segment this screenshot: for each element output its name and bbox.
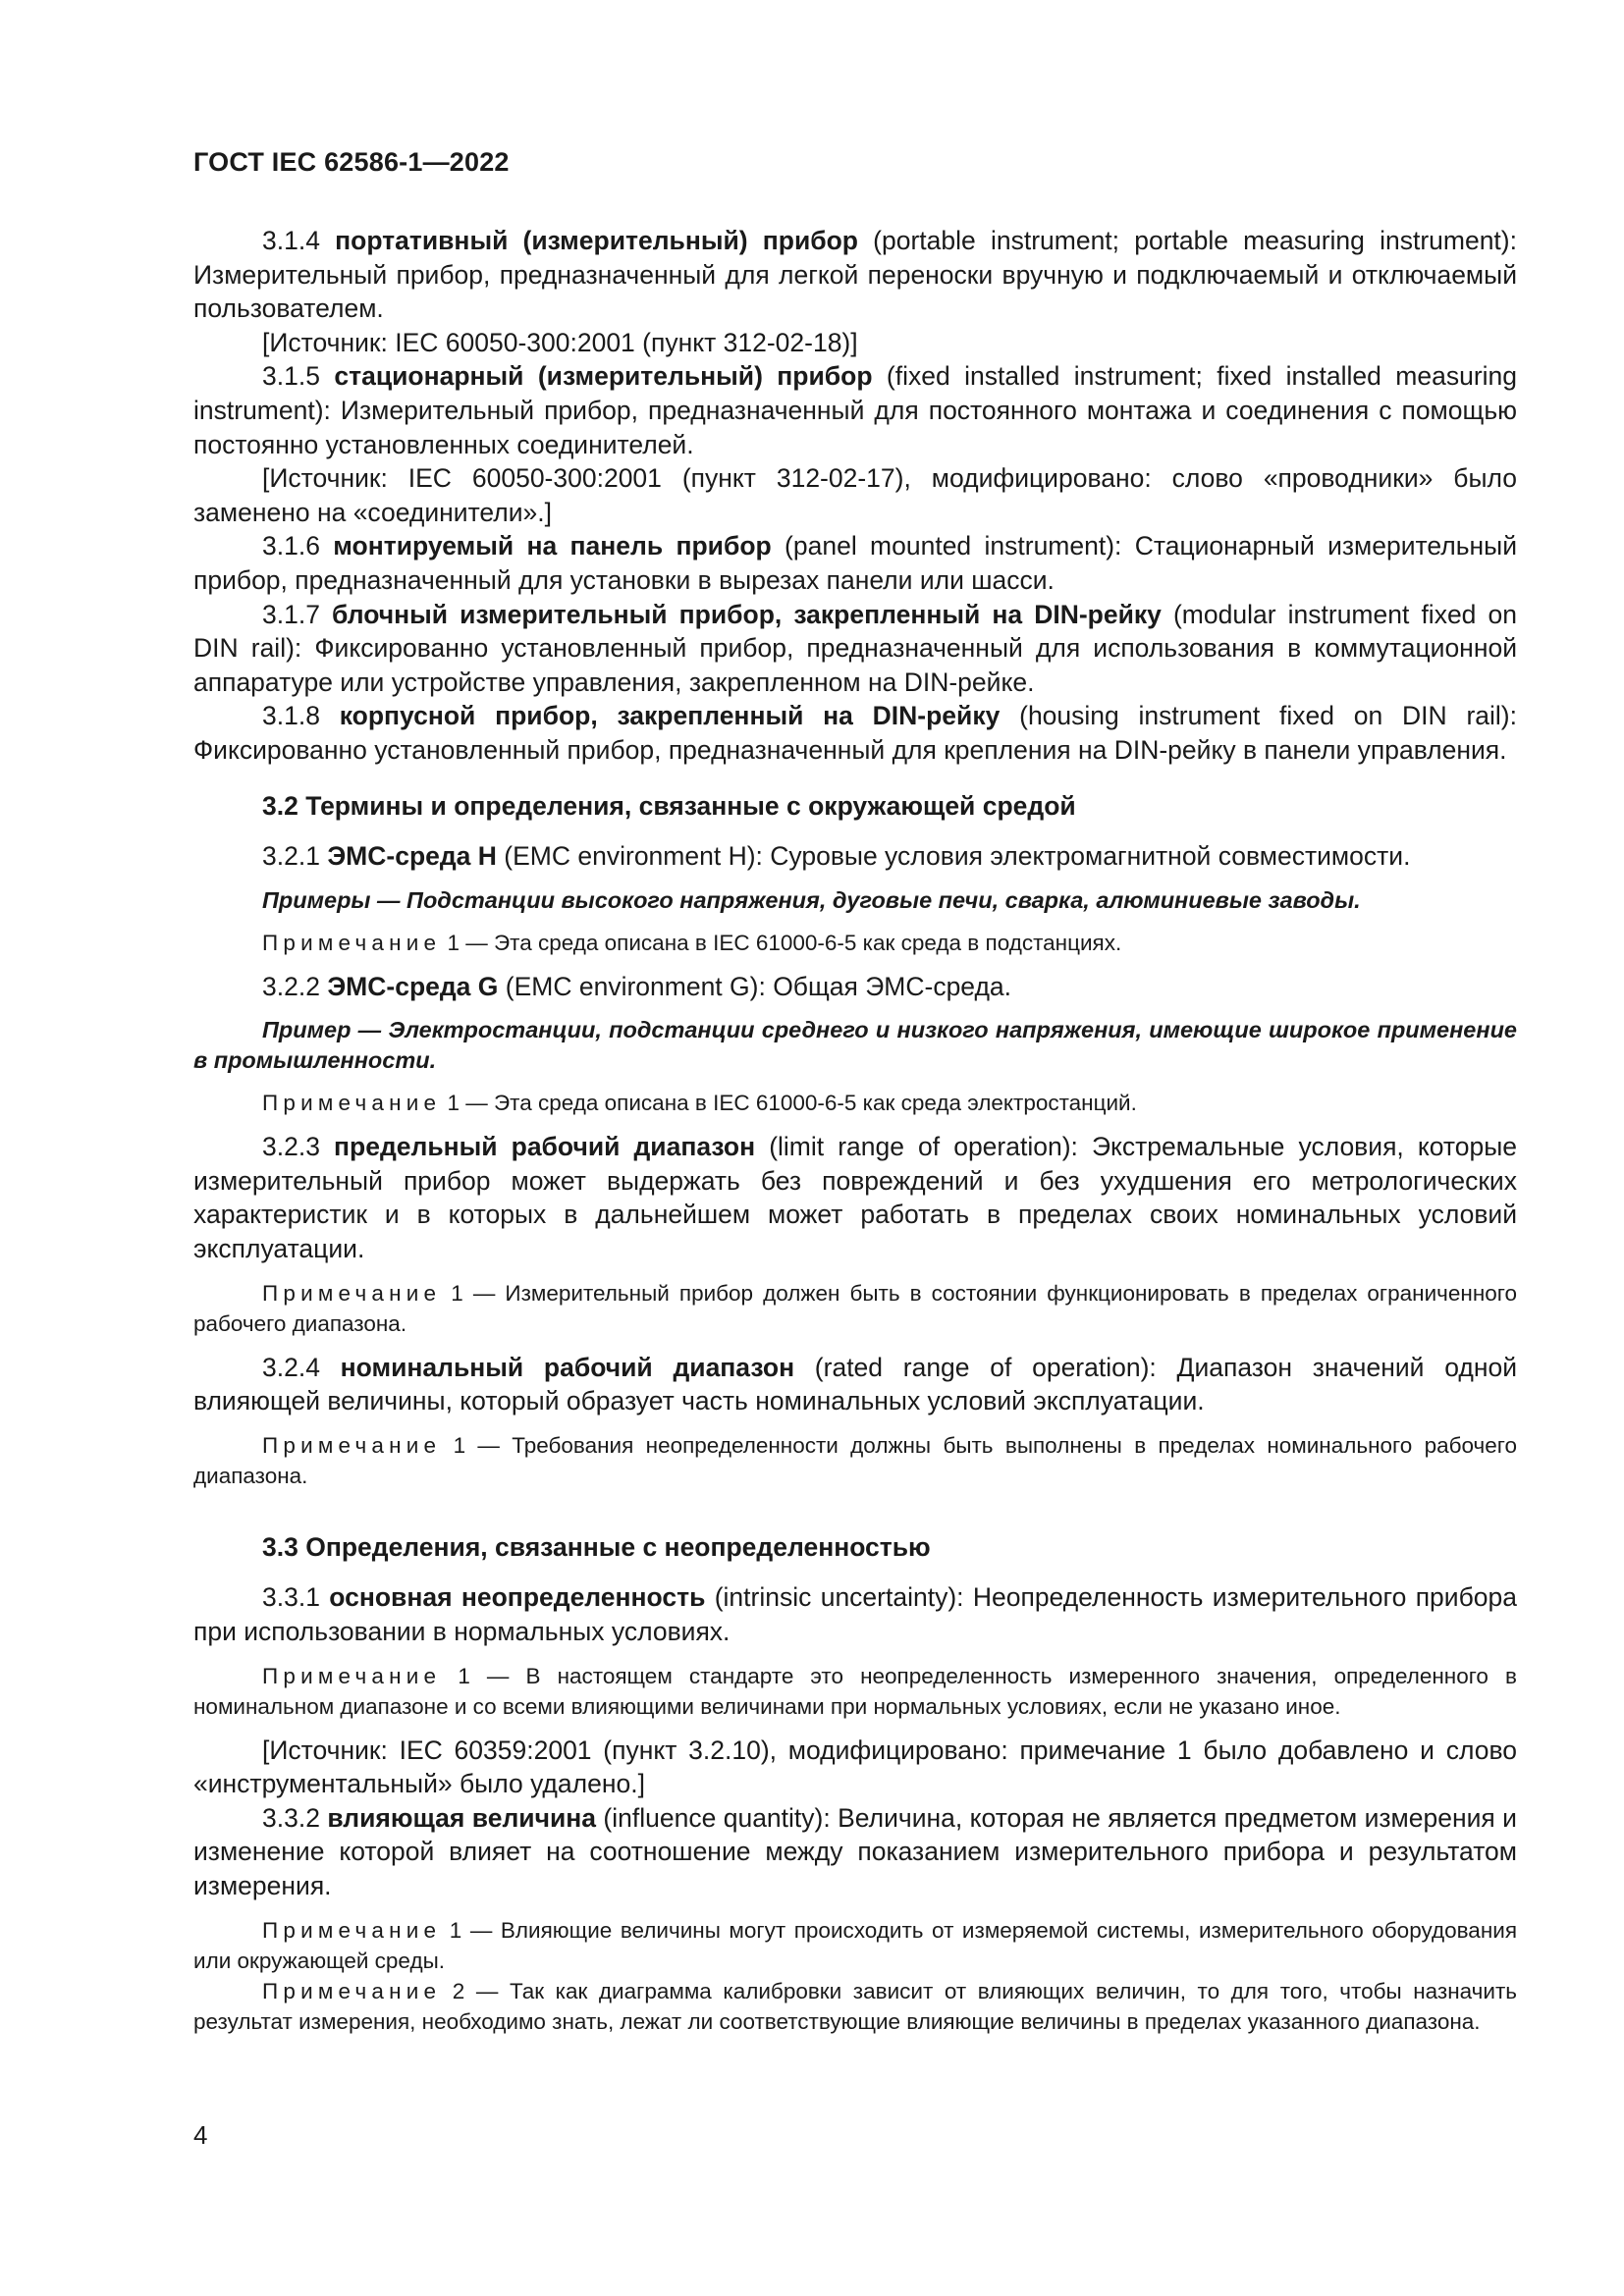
section-heading-3-2: 3.2 Термины и определения, связанные с окружающей средой: [262, 790, 1076, 821]
definition-3-3-2: 3.3.2 влияющая величина (influence quantity): Величина, которая не является предметом измерения и изменение которой влияет на соотношение между показанием измерительного прибора и результатом измерения.: [193, 1802, 1517, 1900]
note-3-3-1: Примечание 1 — В настоящем стандарте это неопределенность измеренного значения, определенного в номинальном диапазоне и со всеми влияющими величинами при нормальных условиях, если не указано иное.: [193, 1663, 1517, 1719]
definition-3-2-2: 3.2.2 ЭМС-среда G (EMC environment G): Общая ЭМС-среда.: [262, 971, 1012, 1001]
note-3-2-4: Примечание 1 — Требования неопределенности должны быть выполнены в пределах номинального рабочего диапазона.: [193, 1432, 1517, 1488]
term: основная неопределенность: [329, 1582, 706, 1613]
example-3-2-1: Примеры — Подстанции высокого напряжения, дуговые печи, сварка, алюминиевые заводы.: [262, 886, 1361, 913]
document-header: ГОСТ IEC 62586-1—2022: [193, 147, 510, 177]
definition-3-2-4: 3.2.4 номинальный рабочий диапазон (rated range of operation): Диапазон значений одной влияющей величины, который образует часть номинальных условий эксплуатации.: [193, 1352, 1517, 1416]
definition-3-1-8: 3.1.8 корпусной прибор, закрепленный на DIN-рейку (housing instrument fixed on DIN rail): Фиксированно установленный прибор, предназначенный для крепления на DIN-рейку в панели управления.: [193, 701, 1517, 765]
document-body: [193, 224, 1517, 2037]
note-3-3-2-1: Примечание 1 — Влияющие величины могут происходить от измеряемой системы, измерительного оборудования или окружающей среды.: [193, 1917, 1517, 1973]
term: стационарный (измерительный) прибор: [334, 361, 873, 392]
definition-3-1-6: 3.1.6 монтируемый на панель прибор (panel mounted instrument): Стационарный измерительный прибор, предназначенный для установки в вырезах панели или шасси.: [193, 531, 1517, 595]
definition-3-2-1: 3.2.1 ЭМС-среда Н (EMC environment H): Суровые условия электромагнитной совместимости.: [262, 841, 1411, 872]
term: предельный рабочий диапазон: [334, 1132, 756, 1162]
definition-3-1-7: 3.1.7 блочный измерительный прибор, закрепленный на DIN-рейку (modular instrument fixed on DIN rail): Фиксированно установленный прибор, предназначенный для использования в коммутационной аппаратуре или устройстве управления, закрепленном на DIN-рейке.: [193, 599, 1517, 697]
note-3-3-2-2: Примечание 2 — Так как диаграмма калибровки зависит от влияющих величин, то для того, чтобы назначить результат измерения, необходимо знать, лежат ли соответствующие влияющие величины в пределах указанного диапазона.: [193, 1978, 1517, 2034]
example-3-2-2: Пример — Электростанции, подстанции среднего и низкого напряжения, имеющие широкое применение в промышленности.: [193, 1017, 1517, 1074]
definition-3-3-1: 3.3.1 основная неопределенность (intrinsic uncertainty): Неопределенность измерительного прибора при использовании в нормальных условиях.: [193, 1582, 1517, 1647]
source-3-1-4: [Источник: IEC 60050-300:2001 (пункт 312-02-18)]: [262, 327, 858, 357]
source-3-3-1: [Источник: IEC 60359:2001 (пункт 3.2.10), модифицировано: примечание 1 было добавлено и слово «инструментальный» было удалено.]: [193, 1735, 1517, 1799]
term: корпусной прибор, закрепленный на DIN-рейку: [339, 701, 1001, 731]
section-heading-3-3: 3.3 Определения, связанные с неопределенностью: [262, 1531, 931, 1562]
term: блочный измерительный прибор, закрепленный на DIN-рейку: [332, 599, 1162, 629]
page-number: 4: [193, 2120, 208, 2150]
source-3-1-5: [Источник: IEC 60050-300:2001 (пункт 312-02-17), модифицировано: слово «проводники» было заменено на «соединители».]: [193, 463, 1517, 527]
term: ЭМС-среда Н: [327, 841, 497, 872]
definition-3-1-5: 3.1.5 стационарный (измерительный) прибор (fixed installed instrument; fixed installed measuring instrument): Измерительный прибор, предназначенный для постоянного монтажа и соединения с помощью постоянно установленных соединителей.: [193, 361, 1518, 459]
definition-3-1-4: 3.1.4 портативный (измерительный) прибор (portable instrument; portable measuring instrument): Измерительный прибор, предназначенный для легкой переноски вручную и подключаемый и отключаемый пользователем.: [193, 226, 1517, 324]
term: монтируемый на панель прибор: [333, 531, 772, 561]
note-3-2-1: Примечание 1 — Эта среда описана в IEC 61000-6-5 как среда в подстанциях.: [262, 930, 1122, 955]
note-3-2-3: Примечание 1 — Измерительный прибор должен быть в состоянии функционировать в пределах ограниченного рабочего диапазона.: [193, 1280, 1517, 1336]
note-3-2-2: Примечание 1 — Эта среда описана в IEC 61000-6-5 как среда электростанций.: [262, 1091, 1137, 1116]
term: влияющая величина: [327, 1802, 597, 1833]
term: номинальный рабочий диапазон: [340, 1352, 795, 1382]
definition-3-2-3: 3.2.3 предельный рабочий диапазон (limit range of operation): Экстремальные условия, которые измерительный прибор может выдержать без повреждений и без ухудшения его метрологических характеристик и в которых в дальнейшем может работать в пределах своих номинальных условий эксплуатации.: [193, 1132, 1517, 1264]
term: ЭМС-среда G: [327, 971, 499, 1001]
term: портативный (измерительный) прибор: [335, 226, 858, 255]
